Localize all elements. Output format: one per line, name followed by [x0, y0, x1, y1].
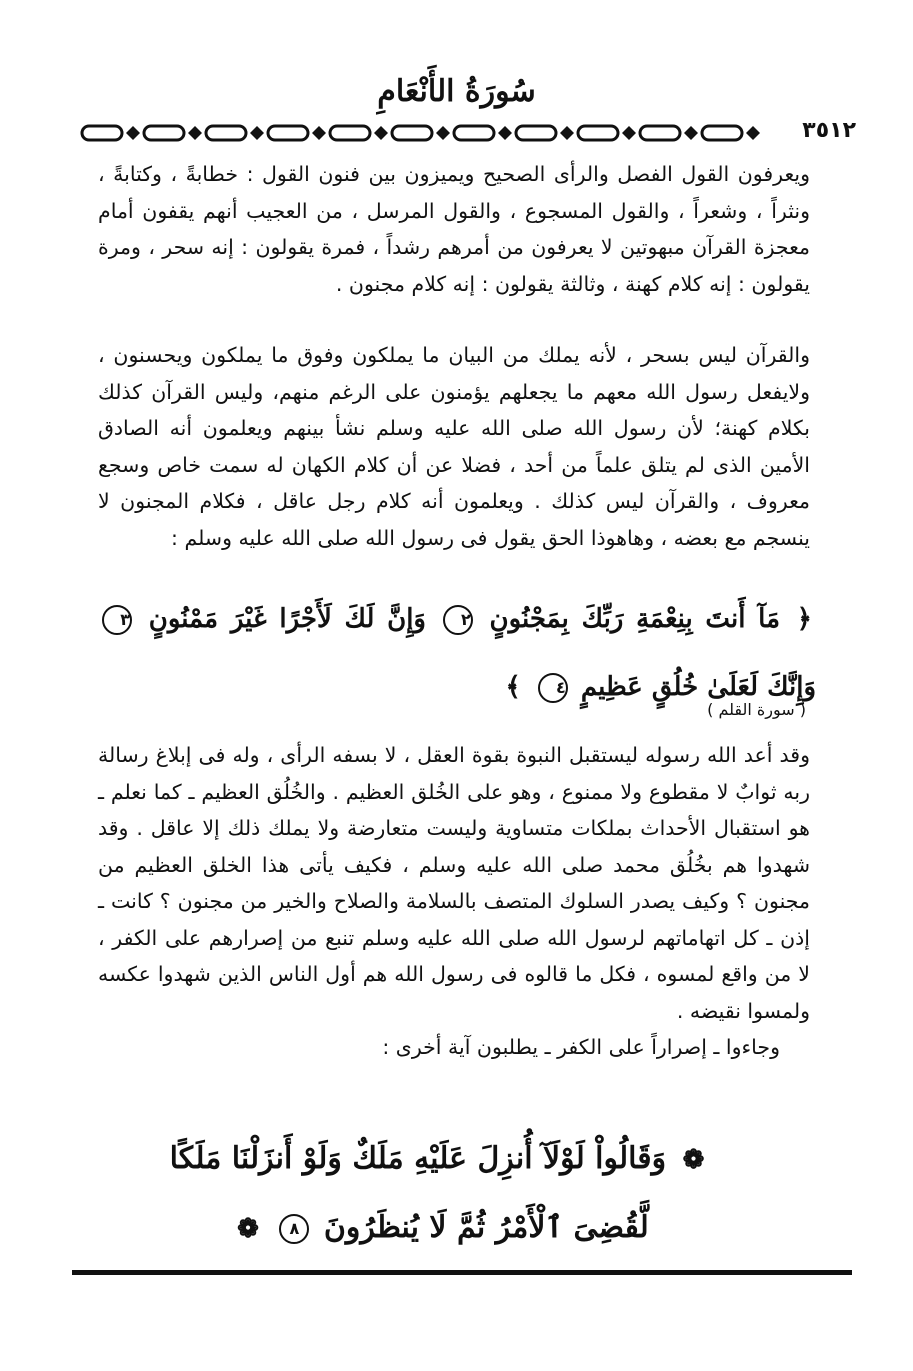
chain-link: [268, 126, 308, 140]
verse-part-1: مَآ أَنتَ بِنِعْمَةِ رَبِّكَ بِمَجْنُونٍ: [489, 604, 781, 634]
ayah-number-marker: ٢: [443, 605, 473, 635]
floral-ornament-icon: ❁: [237, 1214, 259, 1244]
verse-part-2: وَإِنَّ لَكَ لَأَجْرًا غَيْرَ مَمْنُونٍ: [148, 604, 426, 634]
chain-diamond: [374, 126, 388, 140]
paragraph-1: [98, 156, 810, 302]
chain-link: [454, 126, 494, 140]
verse-open-bracket: ﴿: [796, 604, 812, 634]
chain-link: [702, 126, 742, 140]
page-number: ٣٥١٢: [802, 118, 856, 143]
ayah-number-marker: ٨: [279, 1214, 309, 1244]
chain-link: [206, 126, 246, 140]
chain-diamond: [250, 126, 264, 140]
ayah-number-marker: ٤: [538, 673, 568, 703]
verse-part-3: وَإِنَّكَ لَعَلَىٰ خُلُقٍ عَظِيمٍ: [580, 672, 816, 702]
chain-diamond: [684, 126, 698, 140]
chain-link: [392, 126, 432, 140]
floral-ornament-icon: ❁: [682, 1145, 705, 1175]
chain-diamond: [498, 126, 512, 140]
paragraph-1-text: ويعرفون القول الفصل والرأى الصحيح ويميزون بين فنون القول : خطابةً ، وكتابةً ، ونثراً ، وشعراً ، والقول المسجوع ، والقول المرسل ، من العجيب أنهم يقفون أمام معجزة القرآن مبهوتين لا يعرفون من أمرهم رشداً ، فمرة يقولون : إنه سحر ، ومرة يقولون : إنه كلام كهنة ، وثالثة يقولون : إنه كلام مجنون .: [98, 162, 810, 296]
chain-diamond: [560, 126, 574, 140]
quran-verse-anam-8: [160, 1125, 720, 1263]
decorative-chain-rule: [80, 118, 856, 148]
chain-link: [640, 126, 680, 140]
chain-diamond: [436, 126, 450, 140]
chain-link: [82, 126, 122, 140]
chain-link: [578, 126, 618, 140]
surah-citation: ( سورة القلم ): [707, 700, 806, 719]
chain-diamond: [622, 126, 636, 140]
chain-ornament: [80, 118, 760, 148]
chain-diamond: [746, 126, 760, 140]
paragraph-3: [98, 737, 810, 1066]
chain-diamond: [312, 126, 326, 140]
chain-link: [516, 126, 556, 140]
ayah-number-marker: ٣: [102, 605, 132, 635]
chain-link: [330, 126, 370, 140]
paragraph-3-text: وقد أعد الله رسوله ليستقبل النبوة بقوة العقل ، لا بسفه الرأى ، وله فى إبلاغ رسالة ربه ثوابٌ لا مقطوع ولا ممنوع ، وهو على الخُلق العظيم . والخُلُق العظيم ـ كما نعلم ـ هو استقبال الأحداث بملكات متساوية وليست متعارضة ولا يملك ذلك إلا عاقل . وقد شهدوا هم بخُلُق محمد صلى الله عليه وسلم ، فكيف يأتى هذا الخلق العظيم من مجنون ؟ وكيف يصدر السلوك المتصف بالسلامة والصلاح والخير من مجنون ؟ كانت ـ إذن ـ كل اتهاماتهم لرسول الله صلى الله عليه وسلم تنبع من إصرارهم على الكفر ، لا من واقع لمسوه ، فكل ما قالوه فى رسول الله هم أول الناس الذين شهدوا عكسه ولمسوا نقيضه .: [98, 743, 810, 1023]
paragraph-3-tail: وجاءوا ـ إصراراً على الكفر ـ يطلبون آية أخرى :: [382, 1035, 780, 1059]
bottom-rule: [72, 1270, 852, 1275]
paragraph-2: [98, 337, 810, 556]
paragraph-2-text: والقرآن ليس بسحر ، لأنه يملك من البيان ما يملكون وفوق ما يملكون ويحسنون ، ولايفعل رسول الله معهم ما يجعلهم يؤمنون على الرغم منهم، وليس القرآن كذلك بكلام كهنة؛ لأن رسول الله صلى الله عليه وسلم نشأ بينهم ويعلمون أنه الصادق الأمين الذى لم يتلق علماً من أحد ، فضلا عن أن كلام الكهان له سمت خاص وسجع معروف ، والقرآن ليس كذلك . ويعلمون أنه كلام رجل عاقل ، فكلام المجنون لا ينسجم مع بعضه ، وهاهوذا الحق يقول فى رسول الله صلى الله عليه وسلم :: [98, 343, 810, 550]
chain-diamond: [188, 126, 202, 140]
verse-text: وَقَالُواْ لَوْلَآ أُنزِلَ عَلَيْهِ مَلَكٌ وَلَوْ أَنزَلْنَا مَلَكًا لَّقُضِىَ ٱلْأَمْرُ ثُمَّ لَا يُنظَرُونَ: [169, 1141, 667, 1245]
chain-diamond: [126, 126, 140, 140]
verse-close-bracket: ﴾: [505, 672, 521, 702]
surah-title: سُورَةُ الأَنْعَامِ: [377, 74, 536, 109]
chain-link: [144, 126, 184, 140]
